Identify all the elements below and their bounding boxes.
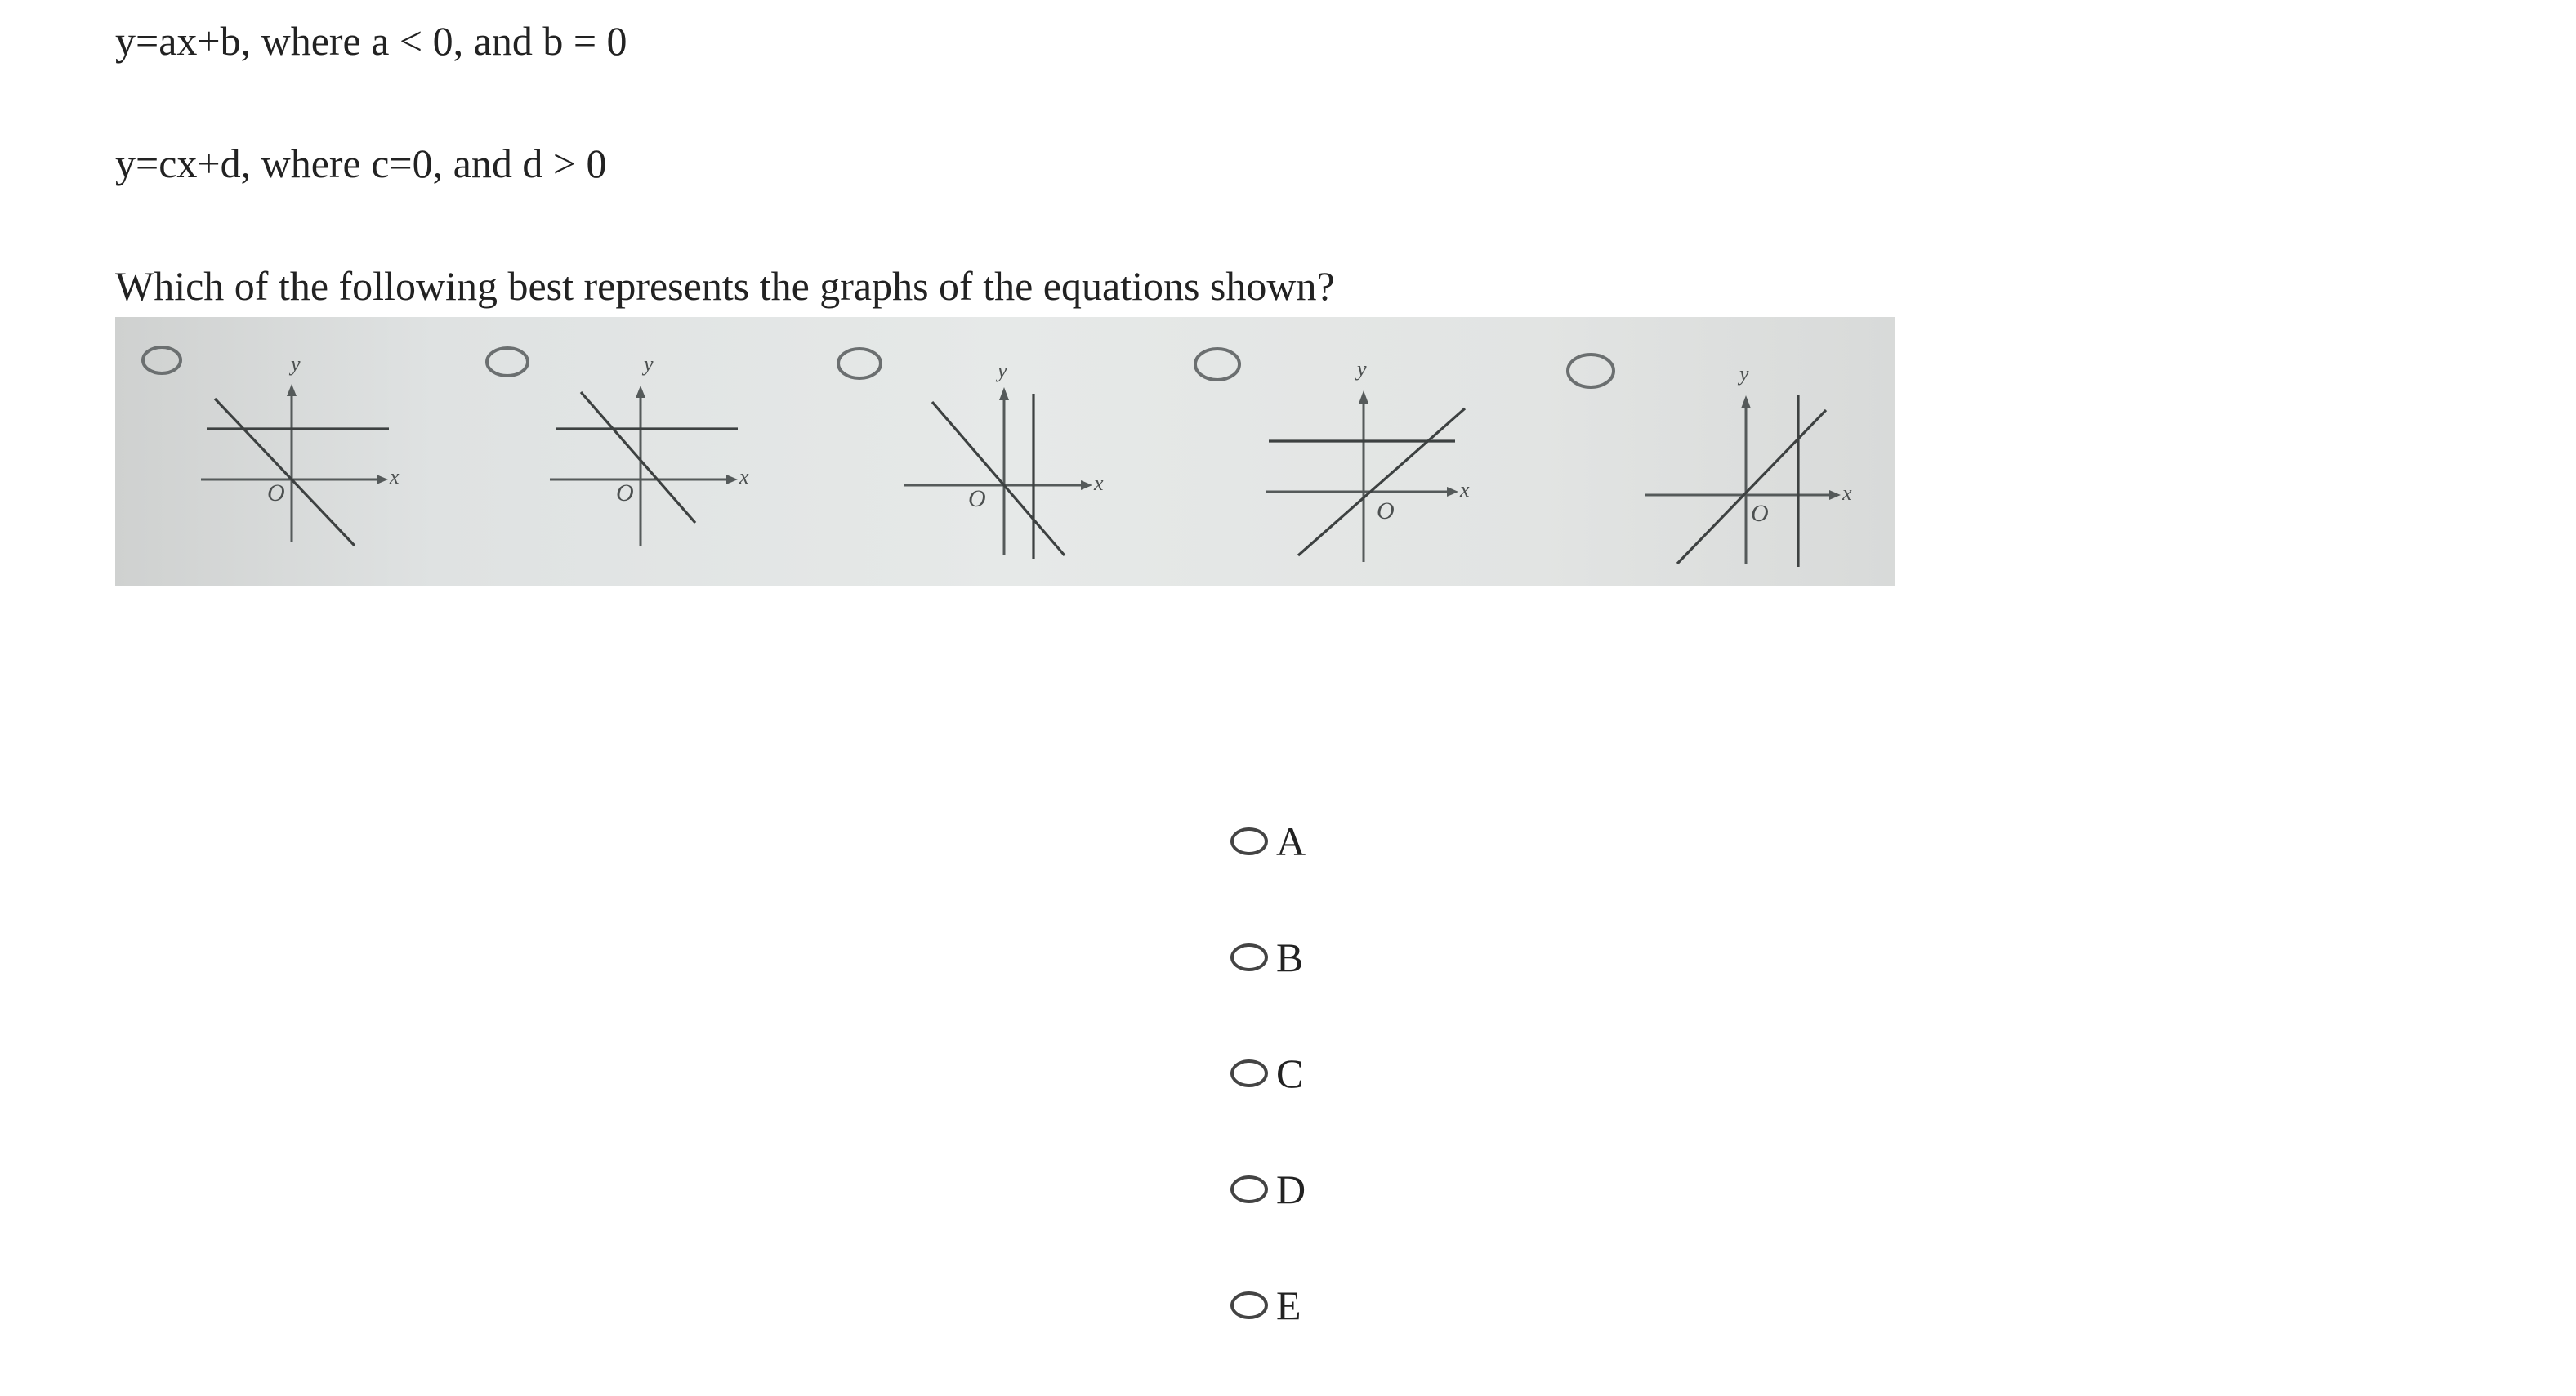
photo-radio-bubble-icon [1568, 355, 1614, 387]
graph-panel-b [487, 348, 749, 546]
sloped-line [1677, 410, 1826, 564]
x-axis-arrow-icon [1081, 480, 1092, 490]
origin-label: O [1751, 500, 1769, 527]
sloped-line [581, 392, 695, 523]
photo-radio-bubble-icon [487, 348, 528, 376]
choice-label-a: A [1276, 818, 1306, 864]
choice-label-c: C [1276, 1050, 1304, 1096]
sloped-line [1298, 408, 1465, 555]
x-axis-arrow-icon [1447, 487, 1458, 497]
equation-1: y=ax+b, where a < 0, and b = 0 [115, 18, 627, 64]
question-prompt: Which of the following best represents the graphs of the equations shown? [115, 263, 1335, 309]
radio-button-e[interactable] [1230, 1291, 1268, 1319]
choice-b[interactable] [1230, 929, 1303, 986]
x-axis-arrow-icon [1829, 490, 1841, 500]
x-axis-label: x [1460, 478, 1470, 502]
answer-graphs-image [115, 317, 1895, 586]
graph-panel-c [838, 349, 1104, 559]
sloped-line [215, 399, 355, 546]
radio-button-c[interactable] [1230, 1059, 1268, 1087]
y-axis-label: y [1739, 362, 1749, 386]
y-axis-arrow-icon [287, 384, 297, 396]
y-axis-arrow-icon [1359, 390, 1368, 404]
choice-a[interactable] [1230, 813, 1306, 870]
sloped-line [932, 402, 1065, 555]
y-axis-label: y [1357, 357, 1367, 381]
origin-label: O [968, 485, 986, 512]
x-axis-arrow-icon [377, 475, 388, 484]
choice-c[interactable] [1230, 1045, 1303, 1102]
photo-radio-bubble-icon [838, 349, 881, 378]
y-axis-label: y [644, 352, 654, 376]
choice-label-e: E [1276, 1282, 1301, 1328]
radio-button-d[interactable] [1230, 1175, 1268, 1203]
y-axis-label: y [291, 352, 301, 376]
choice-label-d: D [1276, 1166, 1306, 1212]
graph-panel-a [143, 347, 400, 546]
origin-label: O [1377, 497, 1395, 524]
photo-radio-bubble-icon [1195, 349, 1239, 380]
x-axis-arrow-icon [726, 475, 738, 484]
choice-label-b: B [1276, 934, 1304, 980]
equation-2: y=cx+d, where c=0, and d > 0 [115, 140, 607, 186]
choice-e[interactable] [1230, 1277, 1301, 1334]
y-axis-label: y [998, 359, 1007, 382]
graph-panel-e [1568, 355, 1852, 567]
x-axis-label: x [739, 465, 749, 488]
x-axis-label: x [390, 465, 400, 488]
graph-panel-d [1195, 349, 1470, 562]
photo-radio-bubble-icon [143, 347, 181, 373]
radio-button-b[interactable] [1230, 943, 1268, 971]
x-axis-label: x [1842, 481, 1852, 505]
radio-button-a[interactable] [1230, 827, 1268, 855]
origin-label: O [616, 479, 634, 506]
y-axis-arrow-icon [1741, 395, 1751, 408]
choice-d[interactable] [1230, 1161, 1306, 1218]
y-axis-arrow-icon [999, 387, 1009, 400]
origin-label: O [267, 479, 285, 506]
x-axis-label: x [1094, 471, 1104, 495]
y-axis-arrow-icon [636, 386, 645, 398]
